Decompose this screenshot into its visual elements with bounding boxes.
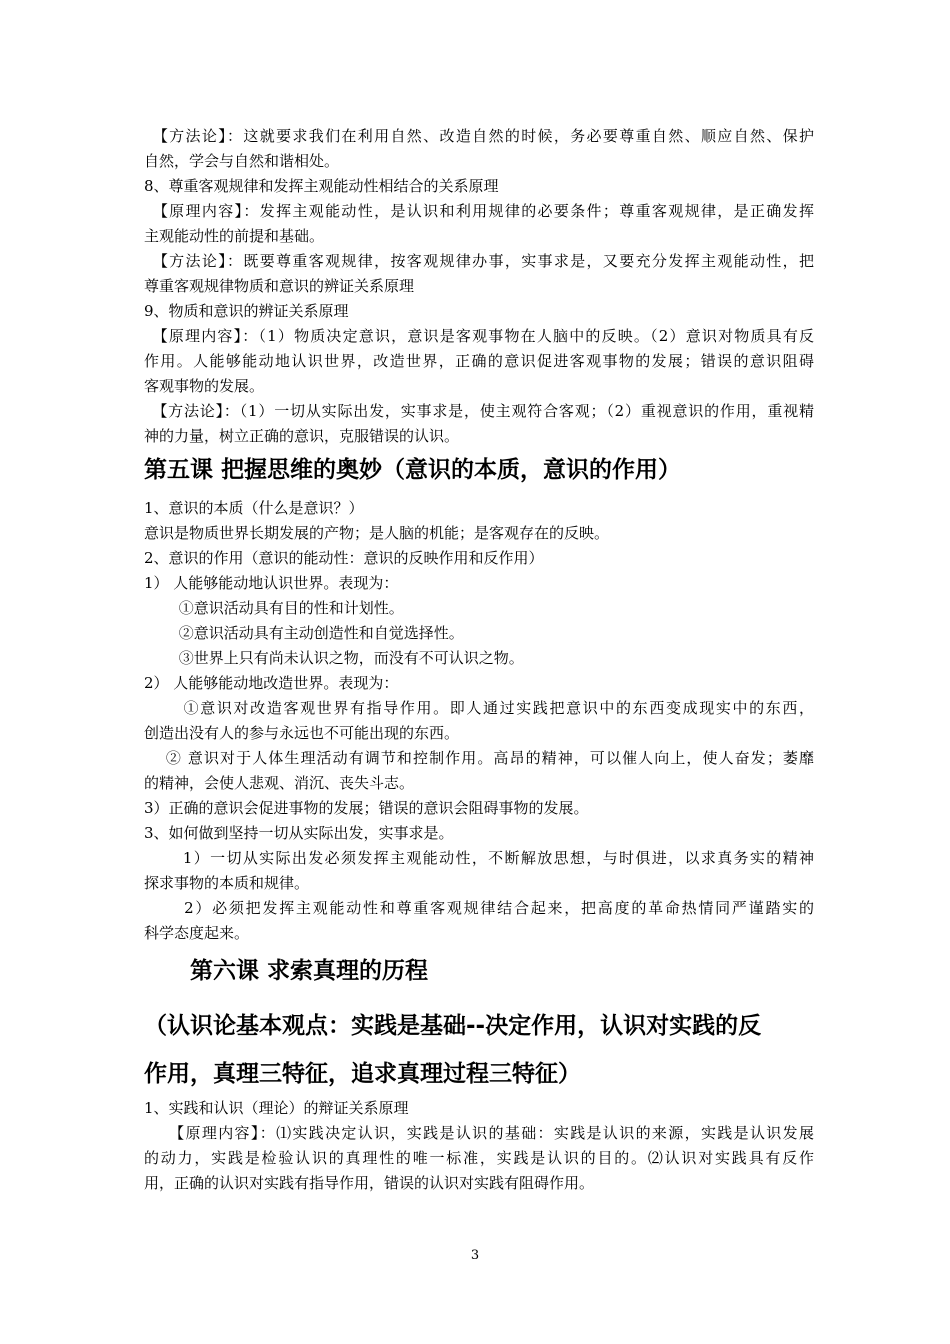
text-line: 3）正确的意识会促进事物的发展；错误的意识会阻碍事物的发展。 [144,799,589,817]
text-line: 【方法论】：（1）一切从实际出发，实事求是，使主观符合客观；（2）重视意识的作用，重视精 [144,402,814,420]
text-line: 8、尊重客观规律和发挥主观能动性相结合的关系原理 [144,177,499,195]
text-line: 科学态度起来。 [144,924,250,942]
text-line: ②意识活动具有主动创造性和自觉选择性。 [144,624,464,642]
text-line: 9、物质和意识的辨证关系原理 [144,302,349,320]
text-line: 2） 人能够能动地改造世界。表现为： [144,674,399,692]
text-line: 客观事物的发展。 [144,377,265,395]
text-line: 神的力量，树立正确的意识，克服错误的认识。 [144,427,460,445]
text-line: 1、意识的本质（什么是意识？） [144,499,364,517]
section-top-paragraphs [144,124,814,449]
text-line: 作用。人能够能动地认识世界，改造世界，正确的意识促进客观事物的发展；错误的意识阻碍 [144,352,814,370]
text-line: 【原理内容】：⑴实践决定认识，实践是认识的基础：实践是认识的来源，实践是认识发展 [144,1124,814,1142]
text-line: 的动力，实践是检验认识的真理性的唯一标准，实践是认识的目的。⑵认识对实践具有反作 [144,1149,814,1167]
section-bottom-paragraphs [144,1096,814,1196]
text-line: 1） 人能够能动地认识世界。表现为： [144,574,399,592]
text-line: 1）一切从实际出发必须发挥主观能动性，不断解放思想，与时俱进，以求真务实的精神 [144,849,814,867]
text-line: 用，正确的认识对实践有指导作用，错误的认识对实践有阻碍作用。 [144,1174,595,1192]
text-line: 【原理内容】：（1）物质决定意识，意识是客观事物在人脑中的反映。（2）意识对物质具有反 [144,327,814,345]
subheading-line: 作用，真理三特征，追求真理过程三特征） [144,1061,581,1087]
section-middle-paragraphs [144,496,814,946]
text-line: ①意识对改造客观世界有指导作用。即人通过实践把意识中的东西变成现实中的东西， [144,699,814,717]
text-line: ③世界上只有尚未认识之物，而没有不可认识之物。 [144,649,524,667]
text-line: 【原理内容】：发挥主观能动性，是认识和利用规律的必要条件；尊重客观规律，是正确发挥 [144,202,814,220]
text-line: 创造出没有人的参与永远也不可能出现的东西。 [144,724,460,742]
lesson5-heading: 第五课 把握思维的奥妙（意识的本质，意识的作用） [144,457,682,483]
lesson6-heading: 第六课 求索真理的历程 [190,958,429,984]
text-line: 2、意识的作用（意识的能动性：意识的反映作用和反作用） [144,549,544,567]
text-line: 【方法论】：既要尊重客观规律，按客观规律办事，实事求是，又要充分发挥主观能动性，把 [144,252,814,270]
text-line: 的精神，会使人悲观、消沉、丧失斗志。 [144,774,415,792]
text-line: 【方法论】：这就要求我们在利用自然、改造自然的时候，务必要尊重自然、顺应自然、保护 [144,127,814,145]
text-line: ② 意识对于人体生理活动有调节和控制作用。高昂的精神，可以催人向上，使人奋发；萎靡 [144,749,814,767]
text-line: 1、实践和认识（理论）的辩证关系原理 [144,1099,409,1117]
text-line: 3、如何做到坚持一切从实际出发，实事求是。 [144,824,454,842]
text-line: 2）必须把发挥主观能动性和尊重客观规律结合起来，把高度的革命热情同严谨踏实的 [144,899,814,917]
text-line: 主观能动性的前提和基础。 [144,227,325,245]
lesson6-subheading [144,1002,814,1098]
page-number: 3 [470,1248,480,1263]
subheading-line: （认识论基本观点：实践是基础--决定作用，认识对实践的反 [144,1013,762,1039]
text-line: 意识是物质世界长期发展的产物；是人脑的机能；是客观存在的反映。 [144,524,610,542]
text-line: 自然，学会与自然和谐相处。 [144,152,340,170]
text-line: 尊重客观规律物质和意识的辨证关系原理 [144,277,415,295]
text-line: 探求事物的本质和规律。 [144,874,310,892]
text-line: ①意识活动具有目的性和计划性。 [144,599,404,617]
